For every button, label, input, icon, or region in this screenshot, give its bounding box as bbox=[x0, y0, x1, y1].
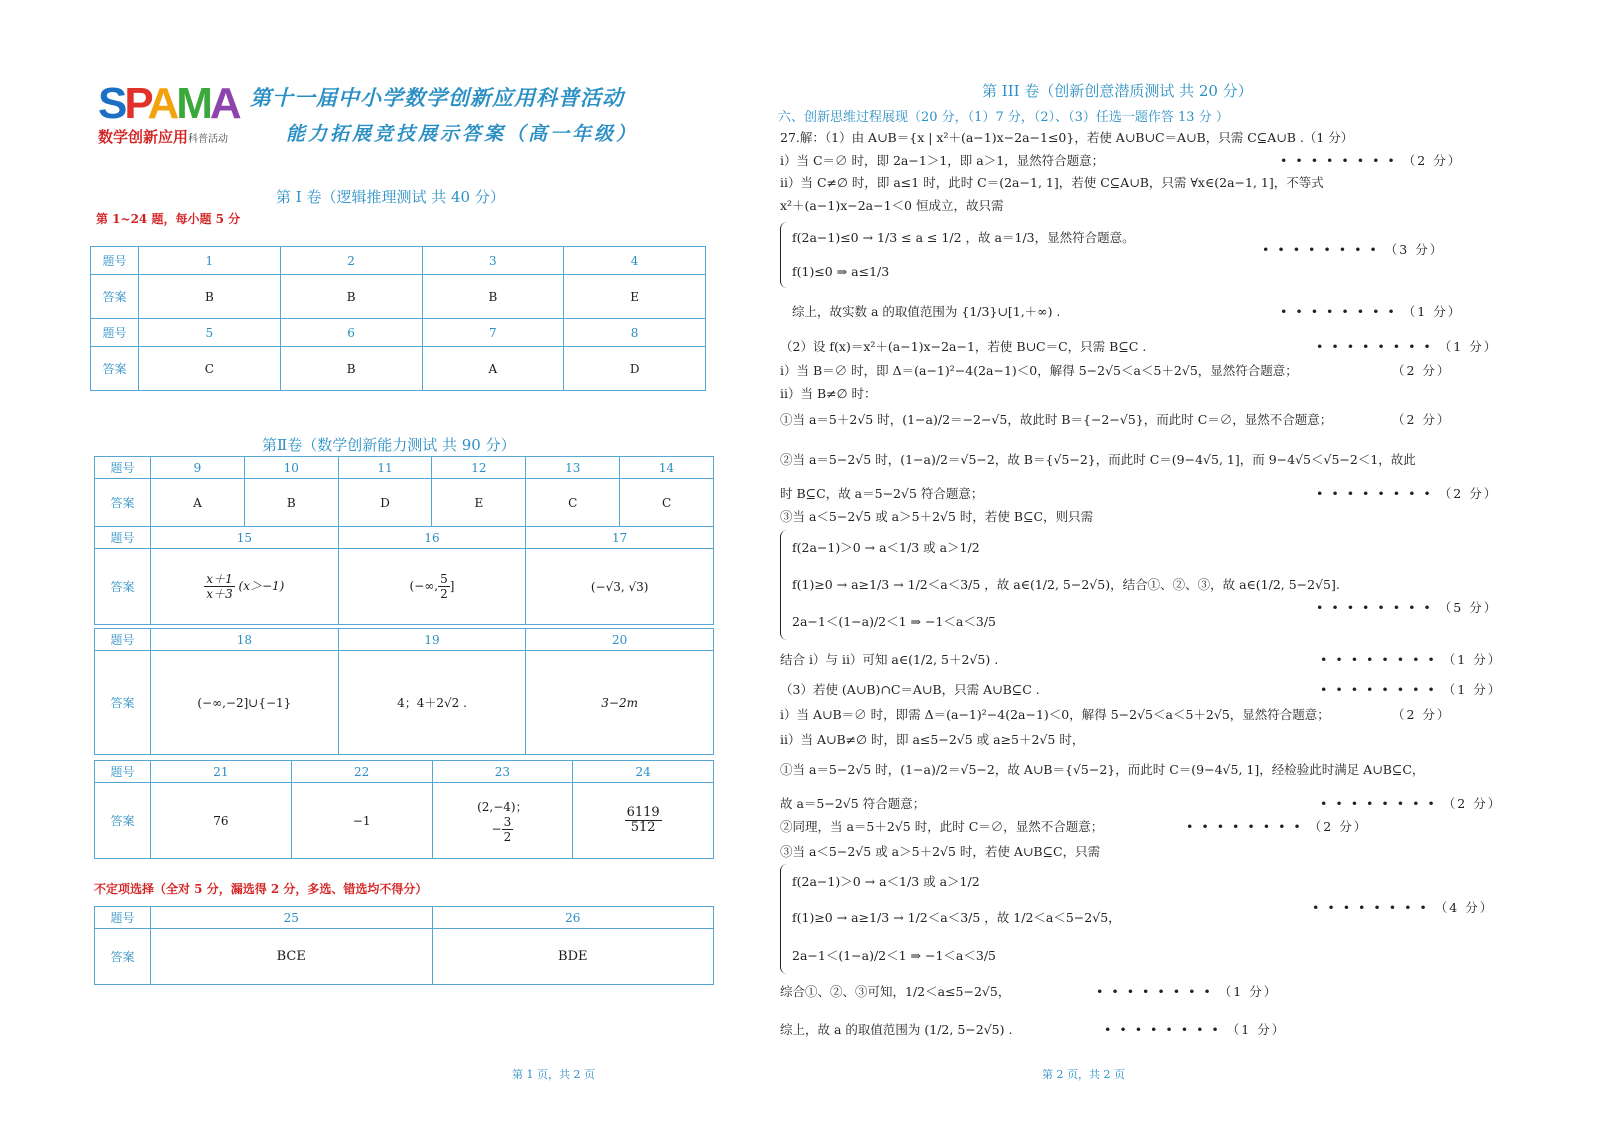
table-row bbox=[91, 319, 706, 347]
label-cell: 答案 bbox=[95, 549, 151, 625]
answer-cell: D bbox=[564, 347, 706, 391]
label-cell: 答案 bbox=[91, 347, 139, 391]
answer-cell-16: (−∞, $\frac{5}{2}$ ] bbox=[338, 549, 526, 625]
question-number: 11 bbox=[338, 457, 432, 479]
question-number: 19 bbox=[338, 629, 526, 651]
label-cell: 题号 bbox=[91, 319, 139, 347]
label-cell: 答案 bbox=[95, 479, 151, 527]
answer-cell: C bbox=[620, 479, 714, 527]
question-number: 8 bbox=[564, 319, 706, 347]
question-number: 5 bbox=[139, 319, 281, 347]
logo-text: SPAMA bbox=[98, 79, 239, 128]
label-cell: 题号 bbox=[91, 247, 139, 275]
question-number: 10 bbox=[244, 457, 338, 479]
answer-cell: BDE bbox=[432, 929, 714, 985]
label-cell: 题号 bbox=[95, 457, 151, 479]
part2-title: 第Ⅱ卷（数学创新能力测试 共 90 分） bbox=[262, 436, 516, 454]
solution-line: x²＋(a−1)x−2a−1＜0 恒成立，故只需 bbox=[780, 198, 1004, 213]
answer-cell-15: $\frac{x+1}{x+3}$ (x＞−1) bbox=[151, 549, 339, 625]
label-cell: 题号 bbox=[95, 629, 151, 651]
solution-line: 故 a＝5−2√5 符合题意； bbox=[780, 796, 926, 811]
solution-line: i）当 A∪B＝∅ 时，即需 Δ＝(a−1)²−4(2a−1)＜0，解得 5−2√5＜a＜5＋2√5，显然符合题意； bbox=[780, 707, 1330, 722]
score-marker: • • • • • • • • （2 分） bbox=[1316, 486, 1499, 501]
solution-line: 2a−1＜(1−a)/2＜1 ⇒ −1＜a＜3/5 bbox=[792, 614, 996, 629]
part1-title: 第 I 卷（逻辑推理测试 共 40 分） bbox=[276, 188, 505, 206]
score-marker: • • • • • • • • （1 分） bbox=[1104, 1022, 1287, 1037]
solution-line: 2a−1＜(1−a)/2＜1 ⇒ −1＜a＜3/5 bbox=[792, 948, 996, 963]
label-cell: 题号 bbox=[95, 527, 151, 549]
question-number: 17 bbox=[526, 527, 714, 549]
question-number: 3 bbox=[422, 247, 564, 275]
answer-cell-23: (2,−4)； − $\frac{3}{2}$ bbox=[432, 783, 573, 859]
table-row bbox=[95, 783, 714, 859]
solution-line: 时 B⊆C，故 a＝5−2√5 符合题意； bbox=[780, 486, 984, 501]
solution-line: i）当 C＝∅ 时，即 2a−1＞1，即 a＞1，显然符合题意； bbox=[780, 153, 1105, 168]
question-number: 2 bbox=[280, 247, 422, 275]
part3-subtitle: 六、创新思维过程展现（20 分，（1）7 分，（2）、（3）任选一题作答 13 分 ） bbox=[778, 110, 1229, 125]
page-subtitle: 能力拓展竞技展示答案（高一年级） bbox=[286, 123, 639, 145]
score-marker: • • • • • • • • （2 分） bbox=[1186, 819, 1369, 834]
table-row bbox=[91, 247, 706, 275]
score-marker: • • • • • • • • （1 分） bbox=[1096, 984, 1279, 999]
label-cell: 题号 bbox=[95, 907, 151, 929]
answer-cell: 4；4＋2√2 . bbox=[338, 651, 526, 755]
solution-line: f(1)≥0 → a≥1/3 → 1/2＜a＜3/5 ，故 a∈(1/2, 5−2√5)，结合①、②、③，故 a∈(1/2, 5−2√5]. bbox=[792, 577, 1340, 592]
part2-table-1 bbox=[94, 456, 714, 527]
solution-line: ②同理，当 a＝5＋2√5 时，此时 C＝∅，显然不合题意； bbox=[780, 819, 1104, 834]
score-marker: • • • • • • • • （1 分） bbox=[1280, 304, 1463, 319]
question-number: 13 bbox=[526, 457, 620, 479]
answer-cell: E bbox=[432, 479, 526, 527]
answer-cell: B bbox=[280, 275, 422, 319]
brace bbox=[780, 222, 787, 288]
question-number: 16 bbox=[338, 527, 526, 549]
answer-cell: A bbox=[151, 479, 245, 527]
spama-logo bbox=[98, 79, 248, 146]
fraction: $\frac{5}{2}$ bbox=[440, 572, 448, 601]
solution-line: 综合①、②、③可知，1/2＜a≤5−2√5， bbox=[780, 984, 1011, 999]
score-marker: • • • • • • • • （2 分） bbox=[1320, 796, 1503, 811]
question-number: 21 bbox=[151, 761, 292, 783]
table-row bbox=[95, 761, 714, 783]
solution-line: （3）若使 (A∪B)∩C＝A∪B，只需 A∪B⊆C . bbox=[780, 682, 1040, 697]
answer-cell: E bbox=[564, 275, 706, 319]
table-row bbox=[95, 651, 714, 755]
part2-table-4 bbox=[94, 760, 714, 859]
question-number: 24 bbox=[573, 761, 714, 783]
score-marker: • • • • • • • • （3 分） bbox=[1262, 242, 1445, 257]
question-number: 20 bbox=[526, 629, 714, 651]
table-row bbox=[91, 275, 706, 319]
solution-line: 27.解：（1）由 A∪B＝{x | x²＋(a−1)x−2a−1≤0}，若使 A∪B∪C＝A∪B，只需 C⊆A∪B .（1 分） bbox=[780, 130, 1354, 145]
score-marker: • • • • • • • • （5 分） bbox=[1316, 600, 1499, 615]
answer-cell: A bbox=[422, 347, 564, 391]
score-marker: （2 分） bbox=[1392, 707, 1452, 722]
label-cell: 答案 bbox=[95, 929, 151, 985]
brace bbox=[780, 864, 787, 974]
score-marker: • • • • • • • • （1 分） bbox=[1316, 339, 1499, 354]
answer-cell: C bbox=[139, 347, 281, 391]
question-number: 1 bbox=[139, 247, 281, 275]
question-number: 6 bbox=[280, 319, 422, 347]
answer-cell: −1 bbox=[291, 783, 432, 859]
answer-cell: B bbox=[139, 275, 281, 319]
score-marker: （2 分） bbox=[1392, 363, 1452, 378]
question-number: 7 bbox=[422, 319, 564, 347]
solution-line: ii）当 C≠∅ 时，即 a≤1 时，此时 C＝(2a−1, 1]，若使 C⊆A∪B，只需 ∀x∈(2a−1, 1]，不等式 bbox=[780, 175, 1324, 190]
score-marker: （2 分） bbox=[1392, 412, 1452, 427]
answer-cell-17: (−√3, √3) bbox=[526, 549, 714, 625]
question-number: 23 bbox=[432, 761, 573, 783]
score-marker: • • • • • • • • （4 分） bbox=[1312, 900, 1495, 915]
table-row bbox=[91, 347, 706, 391]
score-marker: • • • • • • • • （1 分） bbox=[1320, 682, 1503, 697]
solution-line: i）当 B＝∅ 时，即 Δ＝(a−1)²−4(2a−1)＜0，解得 5−2√5＜a＜5＋2√5，显然符合题意； bbox=[780, 363, 1298, 378]
solution-line: 综上，故 a 的取值范围为 (1/2, 5−2√5) . bbox=[780, 1022, 1013, 1037]
table-row bbox=[95, 549, 714, 625]
question-number: 12 bbox=[432, 457, 526, 479]
answer-cell: 76 bbox=[151, 783, 292, 859]
answer-cell: 3−2m bbox=[526, 651, 714, 755]
answer-cell: B bbox=[280, 347, 422, 391]
question-number: 22 bbox=[291, 761, 432, 783]
solution-line: （2）设 f(x)＝x²＋(a−1)x−2a−1，若使 B∪C＝C，只需 B⊆C . bbox=[780, 339, 1147, 354]
label-cell: 答案 bbox=[95, 783, 151, 859]
table-row bbox=[95, 929, 714, 985]
solution-line: ③当 a＜5−2√5 或 a＞5＋2√5 时，若使 A∪B⊆C，只需 bbox=[780, 844, 1101, 859]
solution-line: ii）当 B≠∅ 时： bbox=[780, 386, 877, 401]
question-number: 4 bbox=[564, 247, 706, 275]
part2-table-5 bbox=[94, 906, 714, 985]
answer-cell: BCE bbox=[151, 929, 433, 985]
solution-line: f(2a−1)≤0 → 1/3 ≤ a ≤ 1/2 ，故 a＝1/3，显然符合题意。 bbox=[792, 230, 1135, 245]
answer-cell: C bbox=[526, 479, 620, 527]
question-number: 26 bbox=[432, 907, 714, 929]
answer-cell: B bbox=[422, 275, 564, 319]
question-number: 18 bbox=[151, 629, 339, 651]
answer-cell: (−∞,−2]∪{−1} bbox=[151, 651, 339, 755]
table-row bbox=[95, 527, 714, 549]
score-marker: • • • • • • • • （2 分） bbox=[1280, 153, 1463, 168]
table-row bbox=[95, 457, 714, 479]
solution-line: ②当 a＝5−2√5 时，(1−a)/2＝√5−2，故 B＝{√5−2}，而此时 C＝(9−4√5, 1]，而 9−4√5＜√5−2＜1，故此 bbox=[780, 452, 1416, 467]
solution-line: ①当 a＝5＋2√5 时，(1−a)/2＝−2−√5，故此时 B＝{−2−√5}，而此时 C＝∅，显然不合题意； bbox=[780, 412, 1333, 427]
question-number: 14 bbox=[620, 457, 714, 479]
solution-line: f(1)≥0 → a≥1/3 → 1/2＜a＜3/5 ，故 1/2＜a＜5−2√5， bbox=[792, 910, 1121, 925]
part2-table-2 bbox=[94, 526, 714, 625]
label-cell: 题号 bbox=[95, 761, 151, 783]
table-row bbox=[95, 907, 714, 929]
solution-line: 结合 i）与 ii）可知 a∈(1/2, 5＋2√5) . bbox=[780, 652, 999, 667]
part3-title: 第 III 卷（创新创意潜质测试 共 20 分） bbox=[982, 82, 1253, 100]
answer-cell: B bbox=[244, 479, 338, 527]
answer-cell: D bbox=[338, 479, 432, 527]
logo-subtitle: 数学创新应用科普活动 bbox=[98, 129, 229, 146]
score-marker: • • • • • • • • （1 分） bbox=[1320, 652, 1503, 667]
solution-line: f(1)≤0 ⇒ a≤1/3 bbox=[792, 264, 890, 279]
solution-line: f(2a−1)＞0 → a＜1/3 或 a＞1/2 bbox=[792, 540, 980, 555]
question-number: 9 bbox=[151, 457, 245, 479]
label-cell: 答案 bbox=[95, 651, 151, 755]
fraction: $\frac{3}{2}$ bbox=[503, 814, 512, 844]
solution-line: ii）当 A∪B≠∅ 时，即 a≤5−2√5 或 a≥5＋2√5 时， bbox=[780, 732, 1085, 747]
fraction: $\frac{6119}{512}$ bbox=[626, 805, 660, 835]
solution-line: ③当 a＜5−2√5 或 a＞5＋2√5 时，若使 B⊆C，则只需 bbox=[780, 509, 1094, 524]
label-cell: 答案 bbox=[91, 275, 139, 319]
part1-table bbox=[90, 246, 706, 391]
part2-table-3 bbox=[94, 628, 714, 755]
page-footer-right: 第 2 页，共 2 页 bbox=[1042, 1068, 1125, 1081]
page-title: 第十一届中小学数学创新应用科普活动 bbox=[250, 85, 624, 110]
multi-choice-note: 不定项选择（全对 5 分，漏选得 2 分，多选、错选均不得分） bbox=[94, 882, 428, 896]
solution-line: f(2a−1)＞0 → a＜1/3 或 a＞1/2 bbox=[792, 874, 980, 889]
fraction: $\frac{x+1}{x+3}$ bbox=[206, 572, 233, 601]
question-number: 25 bbox=[151, 907, 433, 929]
table-row bbox=[95, 629, 714, 651]
brace bbox=[780, 530, 787, 640]
page-footer-left: 第 1 页，共 2 页 bbox=[512, 1068, 595, 1081]
part1-note: 第 1~24 题，每小题 5 分 bbox=[96, 212, 241, 226]
question-number: 15 bbox=[151, 527, 339, 549]
solution-line: 综上，故实数 a 的取值范围为 {1/3}∪[1,＋∞) . bbox=[792, 304, 1061, 319]
table-row bbox=[95, 479, 714, 527]
answer-cell-24 bbox=[573, 783, 714, 859]
solution-line: ①当 a＝5−2√5 时，(1−a)/2＝√5−2，故 A∪B＝{√5−2}，而此时 C＝(9−4√5, 1]，经检验此时满足 A∪B⊆C， bbox=[780, 762, 1425, 777]
